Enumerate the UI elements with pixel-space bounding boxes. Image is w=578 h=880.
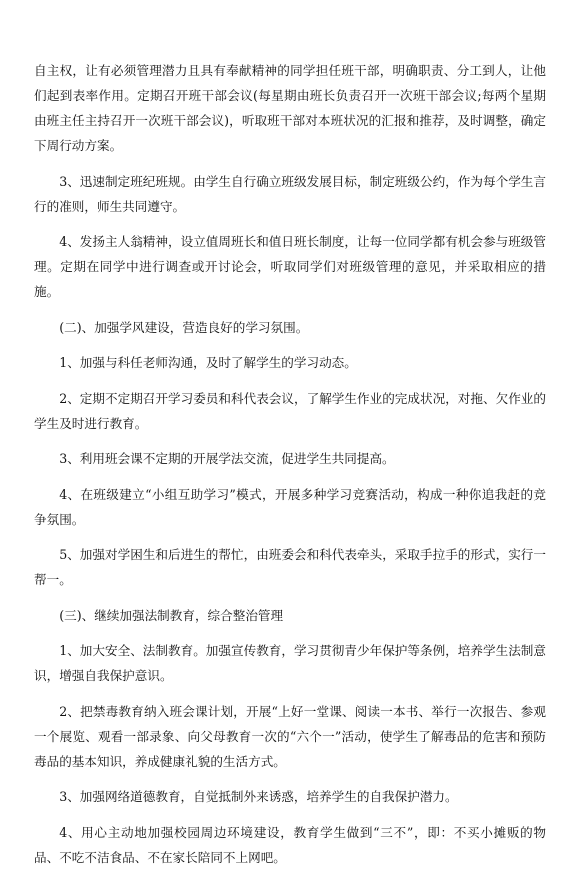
paragraph-campus-environment: 4、用心主动地加强校园周边环境建设，教育学生做到“三不”，即：不买小摊贩的物品、不吃不洁食品、不在家长陪同不上网吧。 — [34, 824, 546, 865]
paragraph-study-committee: 2、定期不定期召开学习委员和科代表会议，了解学生作业的完成状况，对拖、欠作业的学生及时进行教育。 — [34, 390, 546, 431]
paragraph-duty-monitor: 4、发扬主人翁精神，设立值周班长和值日班长制度，让每一位同学都有机会参与班级管理。定期在同学中进行调查或开讨论会，听取同学们对班级管理的意见，并采取相应的措施。 — [34, 234, 546, 299]
paragraph-safety-education: 1、加大安全、法制教育。加强宣传教育，学习贯彻青少年保护等条例，培养学生法制意识，增强自我保护意识。 — [34, 643, 546, 683]
paragraph-online-ethics: 3、加强网络道德教育，自觉抵制外来诱惑，培养学生的自我保护潜力。 — [59, 789, 458, 804]
section-heading-legal-education: (三)、继续加强法制教育，综合整治管理 — [59, 607, 284, 623]
paragraph-peer-help: 5、加强对学困生和后进生的帮忙，由班委会和科代表牵头，采取手拉手的形式，实行一帮一。 — [34, 547, 546, 587]
paragraph-study-exchange: 3、利用班会课不定期的开展学法交流，促进学生共同提高。 — [59, 451, 395, 466]
paragraph-class-rules: 3、迅速制定班纪班规。由学生自行确立班级发展目标，制定班级公约，作为每个学生言行的准则，师生共同遵守。 — [34, 173, 546, 214]
paragraph-continuation: 自主权，让有必须管理潜力且具有奉献精神的同学担任班干部，明确职责、分工到人，让他们起到表率作用。定期召开班干部会议(每星期由班长负责召开一次班干部会议;每两个星期由班主任主持召开一次班干部会议)，听取班干部对本班状况的汇报和推荐，及时调整，确定下周行动方案。 — [34, 63, 546, 153]
paragraph-group-learning: 4、在班级建立“小组互助学习”模式，开展多种学习竞赛活动，构成一种你追我赶的竞争氛围。 — [34, 486, 546, 527]
section-heading-study-style: (二)、加强学风建设，营造良好的学习氛围。 — [59, 319, 309, 335]
paragraph-teacher-communication: 1、加强与科任老师沟通，及时了解学生的学习动态。 — [59, 355, 357, 370]
document-body — [34, 58, 546, 880]
paragraph-anti-drug: 2、把禁毒教育纳入班会课计划，开展“上好一堂课、阅读一本书、举行一次报告、参观一个展览、观看一部录象、向父母教育一次的“六个一”活动，使学生了解毒品的危害和预防毒品的基本知识，养成健康礼貌的生活方式。 — [34, 703, 546, 769]
